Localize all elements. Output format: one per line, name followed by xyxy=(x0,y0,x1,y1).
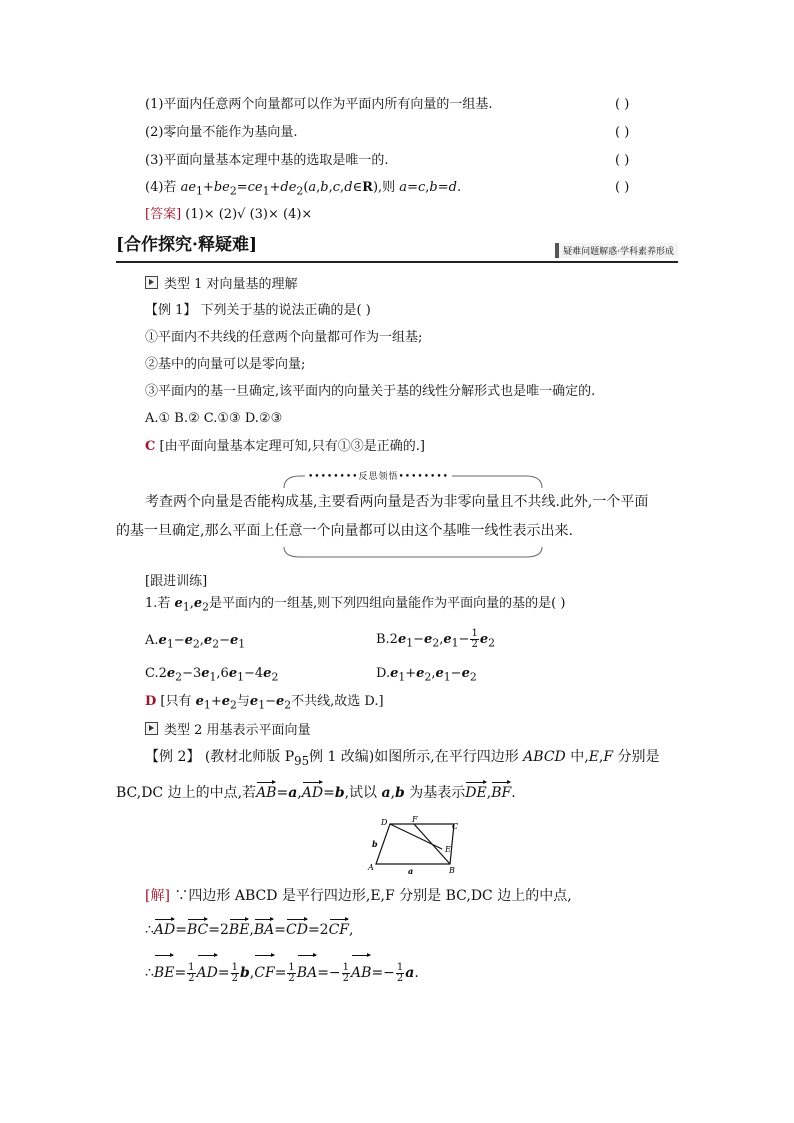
example1-option-2: ②基中的向量可以是零向量; xyxy=(145,357,306,372)
label-b-vector: b xyxy=(372,839,378,849)
segment-de xyxy=(390,824,442,849)
section-title: [合作探究·释疑难] xyxy=(116,235,258,255)
practice-choice-d: $D.e_1+e_2,e_1-e_2$ xyxy=(376,666,477,684)
answer-paren-1: ( ) xyxy=(615,97,630,112)
practice-answer: D [只有 $e_1+e_2$与$e_1-e_2$不共线,故选 D.] xyxy=(145,694,384,712)
section-tag: 疑难问题解惑·学科素养形成 xyxy=(555,243,678,258)
answer-label: [答案] xyxy=(145,207,182,222)
label-e: E xyxy=(445,845,451,854)
label-c: C xyxy=(452,822,459,831)
practice-title: [跟进训练] xyxy=(145,574,208,589)
example2-label: 【例 2】 xyxy=(145,749,201,765)
label-a-vector: a xyxy=(408,866,414,876)
answer-paren-3: ( ) xyxy=(615,153,630,168)
practice-choice-b: $B.2e_1-e_2,e_1-$ $\frac{1}{2}$ $e_2$ xyxy=(376,628,495,650)
item-3: (3)平面向量基本定理中基的选取是唯一的. xyxy=(145,153,389,168)
label-b: B xyxy=(449,866,455,875)
example2-line-2: BC,DC 边上的中点,若AB=a,AD=b,试以 a,b 为基表示DE,BF. xyxy=(116,785,516,801)
answer-paren-2: ( ) xyxy=(615,125,630,140)
parallelogram-figure xyxy=(362,814,464,880)
reflect-title: ••••••••反思领悟•••••••• xyxy=(305,469,452,485)
answer-paren-4: ( ) xyxy=(615,180,630,195)
label-f: F xyxy=(412,815,418,824)
solution-line-3: ∴BE= $\frac{1}{2}$ AD= $\frac{1}{2}$ b,CF= $\frac{1}{2}$ BA=− $\frac{1}{2}$ AB=− $\frac{1}{2}$ a. xyxy=(145,958,419,988)
section-rule xyxy=(116,261,678,263)
parallelogram-abcd xyxy=(376,824,454,864)
play-icon xyxy=(145,722,158,735)
reflect-bottom-bracket xyxy=(280,545,546,565)
item-2: (2)零向量不能作为基向量. xyxy=(145,125,298,140)
item-1: (1)平面内任意两个向量都可以作为平面内所有向量的一组基. xyxy=(145,97,493,112)
segment-bf xyxy=(414,824,450,864)
practice-q1: 1.若 $e_1,e_2$是平面内的一组基,则下列四组向量能作为平面向量的基的是( ) xyxy=(145,596,566,614)
label-a: A xyxy=(368,863,374,872)
item-4: (4)若 $ae_1+be_2=ce_1+de_2(a,b,c,d\in R)$,则 a=c,b=d. xyxy=(145,180,462,198)
type1-title: 类型 1 对向量基的理解 xyxy=(145,276,298,293)
type2-title: 类型 2 用基表示平面向量 xyxy=(145,722,311,739)
answer-text: (1)× (2)√ (3)× (4)× xyxy=(185,207,313,222)
practice-choice-c: $C.2e_2-3e_1,6e_1-4e_2$ xyxy=(145,666,279,684)
solution-line-1: [解] ∵四边形 ABCD 是平行四边形,E,F 分别是 BC,DC 边上的中点, xyxy=(145,888,572,904)
example1-option-1: ①平面内不共线的任意两个向量都可作为一组基; xyxy=(145,330,423,345)
solution-line-2: ∴AD=BC=2BE,BA=CD=2CF, xyxy=(145,922,354,938)
example1-label: 【例 1】 xyxy=(145,303,197,318)
answer-line xyxy=(145,207,312,223)
example1-choices: A.① B.② C.①③ D.②③ xyxy=(145,411,283,426)
example1-answer: C [由平面向量基本定理可知,只有①③是正确的.] xyxy=(145,439,425,454)
reflect-line-2: 的基一旦确定,那么平面上任意一个向量都可以由这个基唯一线性表示出来. xyxy=(116,523,573,539)
example1-option-3: ③平面内的基一旦确定,该平面内的向量关于基的线性分解形式也是唯一确定的. xyxy=(145,384,596,399)
reflect-line-1: 考查两个向量是否能构成基,主要看两向量是否为非零向量且不共线.此外,一个平面 xyxy=(145,494,649,510)
example2-line-1: 【例 2】 (教材北师版 $P_{95}$例 1 改编)如图所示,在平行四边形 ABCD 中,E,F 分别是 xyxy=(145,749,660,768)
solution-label: [解] xyxy=(145,888,170,904)
example1: 【例 1】 下列关于基的说法正确的是( ) xyxy=(145,303,371,318)
play-icon xyxy=(145,276,158,289)
practice-choice-a: $A.e_1-e_2,e_2-e_1$ xyxy=(145,633,246,651)
label-d: D xyxy=(381,818,388,827)
